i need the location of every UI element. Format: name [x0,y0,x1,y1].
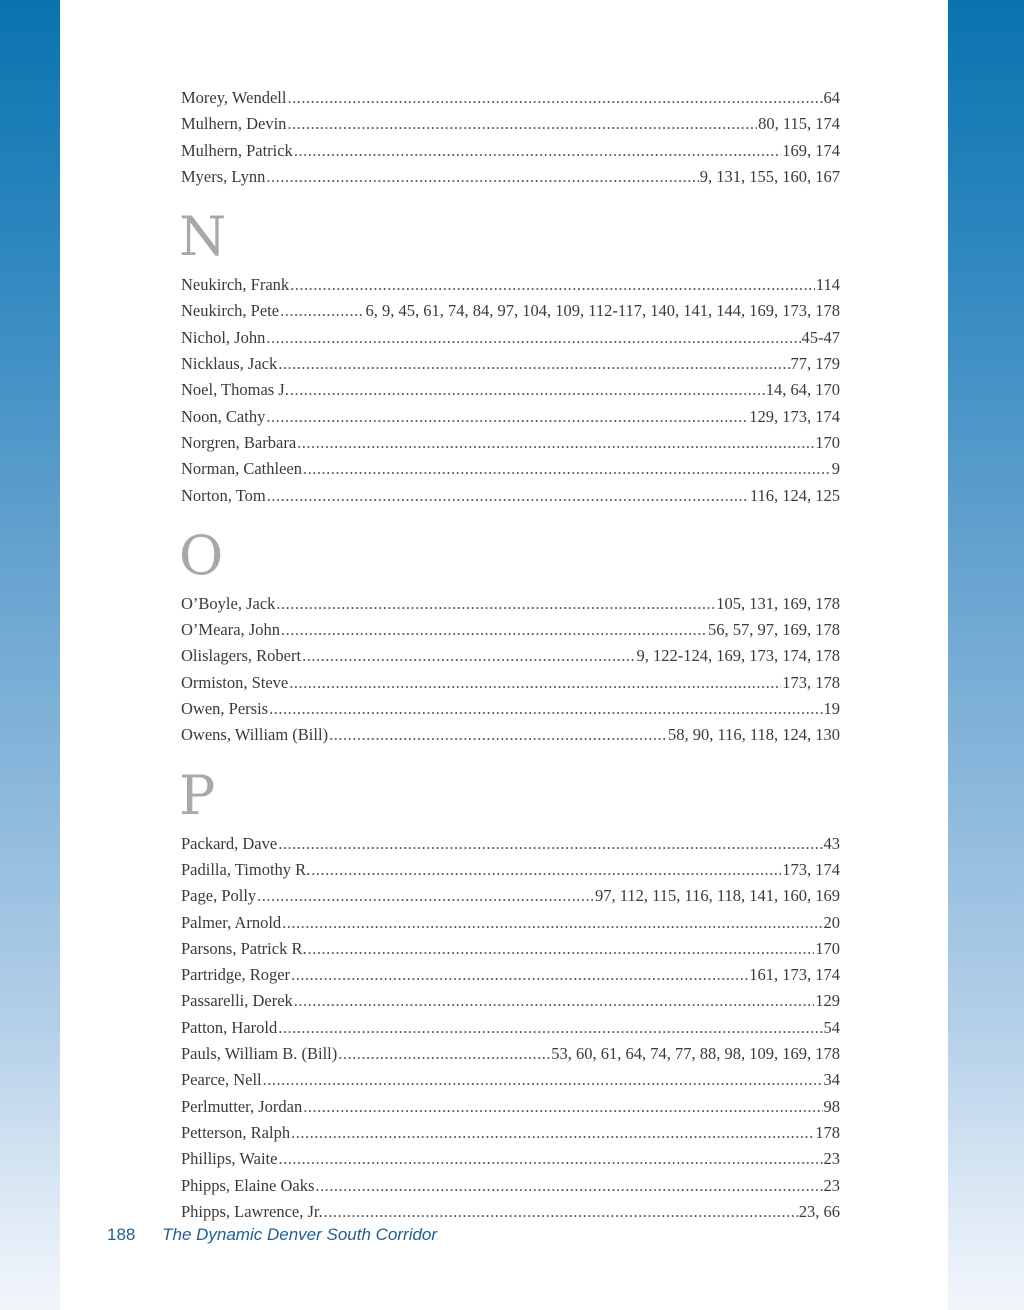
entry-name: Page, Polly [181,886,257,906]
dot-leader [294,138,781,164]
entry-name: Morey, Wendell [181,88,287,107]
dot-leader [278,831,822,857]
index-entry [181,404,840,430]
entry-pages: 173, 174 [782,859,840,879]
entry-name: Phipps, Elaine Oaks [181,1175,315,1195]
dot-leader [303,1094,822,1120]
dot-leader [294,988,814,1014]
dot-leader [266,164,698,190]
index-entry [181,138,840,164]
entry-pages: 161, 173, 174 [749,965,840,985]
entry-pages: 58, 90, 116, 118, 124, 130 [667,725,840,745]
dot-leader [303,456,831,482]
entry-pages: 178 [815,1122,840,1142]
entry-name: Myers, Lynn [181,166,266,186]
index-entry [181,831,840,857]
index-entry [181,1199,840,1225]
index-entry [181,1067,840,1093]
entry-pages: 6, 9, 45, 61, 74, 84, 97, 104, 109, 112-117, 140, 141, 144, 169, 173, 178 [365,301,840,321]
entry-name: Patton, Harold [181,1017,278,1037]
dot-leader [263,1067,823,1093]
dot-leader [257,883,594,909]
index-entry [181,1015,840,1041]
index-entry [181,483,840,509]
entry-name: Packard, Dave [181,833,278,853]
index-entry [181,910,840,936]
entry-name: Pauls, William B. (Bill) [181,1044,338,1064]
entry-pages: 23 [823,1175,840,1195]
index-entry [181,1094,840,1120]
entry-pages: 169, 174 [782,140,840,160]
index-entry [181,298,840,324]
index-entry [181,111,840,137]
index-entry [181,643,840,669]
page-footer [107,1225,437,1245]
entry-pages: 170 [815,432,840,452]
dot-leader [308,936,815,962]
entry-pages: 98 [823,1096,840,1116]
entry-name: Olislagers, Robert [181,646,302,666]
index-entry [181,591,840,617]
index-entry [181,1173,840,1199]
index-entry [181,377,840,403]
entry-pages: 105, 131, 169, 178 [716,593,840,613]
index-entry [181,325,840,351]
index-entry [181,430,840,456]
index-entry [181,85,840,111]
dot-leader [297,430,814,456]
index-entry [181,883,840,909]
dot-leader [311,857,781,883]
entry-name: Padilla, Timothy R. [181,859,311,879]
entry-pages: 9, 131, 155, 160, 167 [699,166,840,186]
entry-name: Palmer, Arnold [181,912,282,932]
dot-leader [290,377,765,403]
dot-leader [269,696,822,722]
index-entry [181,617,840,643]
dot-leader [282,910,822,936]
dot-leader [324,1199,798,1225]
entry-pages: 34 [823,1070,840,1090]
entry-pages: 45-47 [801,327,840,347]
entry-name: Norgren, Barbara [181,432,297,452]
dot-leader [338,1041,550,1067]
entry-pages: 64 [823,88,840,107]
document-page [60,0,948,1310]
index-entry [181,456,840,482]
entry-name: Mulhern, Patrick [181,140,293,160]
entry-pages: 23, 66 [798,1201,840,1221]
dot-leader [291,1120,814,1146]
entry-pages: 97, 112, 115, 116, 118, 141, 160, 169 [594,886,840,906]
dot-leader [287,85,822,111]
entry-pages: 19 [823,699,840,719]
entry-name: Owens, William (Bill) [181,725,329,745]
dot-leader [278,1015,822,1041]
index-list [181,85,840,1225]
dot-leader [266,404,748,430]
index-entry [181,164,840,190]
index-entry [181,1120,840,1146]
entry-name: Neukirch, Frank [181,275,290,295]
entry-pages: 53, 60, 61, 64, 74, 77, 88, 98, 109, 169, 178 [551,1044,840,1064]
dot-leader [276,591,715,617]
entry-name: Passarelli, Derek [181,991,293,1011]
entry-name: Nichol, John [181,327,266,347]
entry-name: O’Meara, John [181,620,280,640]
entry-name: Mulhern, Devin [181,114,287,134]
entry-name: Neukirch, Pete [181,301,280,321]
dot-leader [281,617,707,643]
entry-pages: 54 [823,1017,840,1037]
entry-pages: 114 [815,275,840,295]
entry-name: Ormiston, Steve [181,672,289,692]
entry-pages: 129 [815,991,840,1011]
entry-pages: 14, 64, 170 [765,380,840,400]
index-entry [181,351,840,377]
index-entry [181,1146,840,1172]
index-entry [181,696,840,722]
entry-name: Pearce, Nell [181,1070,262,1090]
index-entry [181,857,840,883]
dot-leader [289,670,781,696]
dot-leader [287,111,757,137]
index-entry [181,936,840,962]
index-entry [181,722,840,748]
dot-leader [315,1173,822,1199]
entry-pages: 20 [823,912,840,932]
section-letter-o: O [179,523,224,587]
entry-pages: 170 [815,938,840,958]
entry-name: Petterson, Ralph [181,1122,291,1142]
book-title: The Dynamic Denver South Corridor [162,1225,438,1244]
index-entry [181,272,840,298]
dot-leader [302,643,635,669]
dot-leader [290,272,815,298]
index-entry [181,962,840,988]
entry-pages: 129, 173, 174 [749,406,840,426]
dot-leader [267,483,749,509]
entry-name: O’Boyle, Jack [181,593,276,613]
entry-pages: 173, 178 [782,672,840,692]
dot-leader [278,351,789,377]
section-letter-n: N [179,205,227,269]
dot-leader [291,962,748,988]
entry-name: Phillips, Waite [181,1149,278,1169]
dot-leader [329,722,667,748]
index-entry [181,988,840,1014]
entry-name: Phipps, Lawrence, Jr. [181,1201,323,1221]
entry-name: Perlmutter, Jordan [181,1096,303,1116]
section-letter-p: P [179,763,216,827]
entry-pages: 80, 115, 174 [758,114,840,134]
entry-pages: 116, 124, 125 [749,485,840,505]
entry-pages: 43 [823,833,840,853]
entry-name: Owen, Persis [181,699,269,719]
dot-leader [278,1146,822,1172]
index-entry [181,670,840,696]
entry-pages: 23 [823,1149,840,1169]
entry-name: Partridge, Roger [181,965,291,985]
entry-name: Noel, Thomas J. [181,380,289,400]
entry-name: Noon, Cathy [181,406,266,426]
entry-name: Norton, Tom [181,485,266,505]
entry-pages: 77, 179 [790,354,840,374]
entry-pages: 9, 122-124, 169, 173, 174, 178 [636,646,840,666]
entry-name: Norman, Cathleen [181,459,302,479]
entry-name: Nicklaus, Jack [181,354,278,374]
entry-pages: 9 [831,459,840,479]
entry-name: Parsons, Patrick R. [181,938,307,958]
dot-leader [280,298,364,324]
index-entry [181,1041,840,1067]
page-number: 188 [107,1225,136,1244]
entry-pages: 56, 57, 97, 169, 178 [708,620,840,640]
dot-leader [266,325,800,351]
